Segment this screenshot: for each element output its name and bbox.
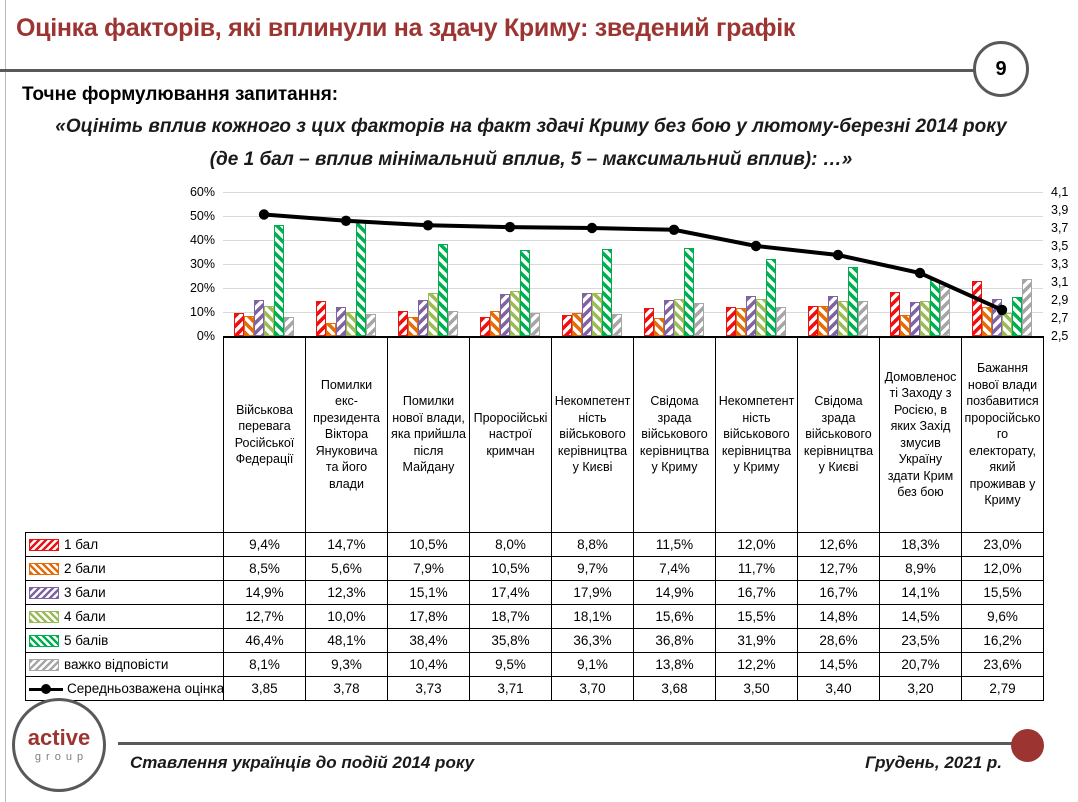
- value-cell: 15,5%: [962, 581, 1044, 605]
- value-cell: 48,1%: [306, 629, 388, 653]
- factor-header-cell: Помилки нової влади, яка прийшла після Майдану: [388, 337, 470, 533]
- value-cell: 17,4%: [470, 581, 552, 605]
- value-cell: 35,8%: [470, 629, 552, 653]
- legend-label: 4 бали: [64, 609, 106, 624]
- value-cell: 3,68: [634, 677, 716, 701]
- value-cell: 3,40: [798, 677, 880, 701]
- value-cell: 8,9%: [880, 557, 962, 581]
- value-cell: 10,5%: [470, 557, 552, 581]
- value-cell: 3,78: [306, 677, 388, 701]
- line-marker: [259, 209, 269, 219]
- value-cell: 20,7%: [880, 653, 962, 677]
- value-cell: 9,5%: [470, 653, 552, 677]
- value-cell: 14,1%: [880, 581, 962, 605]
- table-row: [26, 533, 1044, 557]
- value-cell: 15,5%: [716, 605, 798, 629]
- value-cell: 12,3%: [306, 581, 388, 605]
- value-cell: 16,7%: [798, 581, 880, 605]
- value-cell: 9,6%: [962, 605, 1044, 629]
- average-line: [264, 215, 1002, 310]
- line-marker: [751, 241, 761, 251]
- table-row: [26, 653, 1044, 677]
- value-cell: 14,5%: [880, 605, 962, 629]
- footer-divider: [118, 742, 1014, 745]
- legend-cell: [26, 629, 224, 653]
- table-row: [26, 629, 1044, 653]
- line-marker: [915, 268, 925, 278]
- value-cell: 9,4%: [224, 533, 306, 557]
- value-cell: 9,1%: [552, 653, 634, 677]
- footer-date: Грудень, 2021 р.: [865, 753, 1002, 772]
- value-cell: 12,0%: [962, 557, 1044, 581]
- left-axis-tick: 10%: [189, 305, 215, 319]
- factor-header-cell: Некомпетентність військового керівництва у Криму: [716, 337, 798, 533]
- left-axis-tick: 30%: [189, 257, 215, 271]
- left-axis-tick: 20%: [189, 281, 215, 295]
- active-group-logo: [12, 698, 106, 792]
- chart-plot-area: [223, 192, 1043, 338]
- right-axis-tick: 2,7: [1051, 311, 1069, 325]
- factor-header-cell: Домовленості Заходу з Росією, в яких Захід змусив Україну здати Крим без бою: [880, 337, 962, 533]
- value-cell: 7,4%: [634, 557, 716, 581]
- factors-table: [25, 336, 1044, 701]
- value-cell: 3,85: [224, 677, 306, 701]
- value-cell: 16,7%: [716, 581, 798, 605]
- value-cell: 12,7%: [224, 605, 306, 629]
- legend-swatch: [29, 563, 59, 575]
- right-axis-tick: 2,9: [1051, 293, 1069, 307]
- page-number: 9: [995, 57, 1007, 80]
- value-cell: 36,3%: [552, 629, 634, 653]
- right-axis-tick: 3,3: [1051, 257, 1069, 271]
- factor-header-cell: Бажання нової влади позбавитися проросійського електорату, який проживав у Криму: [962, 337, 1044, 533]
- value-cell: 11,5%: [634, 533, 716, 557]
- factor-header-cell: Проросійські настрої кримчан: [470, 337, 552, 533]
- value-cell: 18,7%: [470, 605, 552, 629]
- value-cell: 14,9%: [224, 581, 306, 605]
- legend-label: важко відповісти: [64, 657, 169, 672]
- question-text-line1: «Оцініть вплив кожного з цих факторів на факт здачі Криму без бою у лютому-березні 2014 року: [55, 116, 1007, 137]
- line-marker: [669, 225, 679, 235]
- legend-label: 1 бал: [64, 537, 99, 552]
- line-marker: [587, 223, 597, 233]
- value-cell: 23,6%: [962, 653, 1044, 677]
- legend-label: 2 бали: [64, 561, 106, 576]
- table-row: [26, 581, 1044, 605]
- value-cell: 15,1%: [388, 581, 470, 605]
- legend-cell: [26, 533, 224, 557]
- value-cell: 5,6%: [306, 557, 388, 581]
- right-axis-tick: 3,7: [1051, 221, 1069, 235]
- legend-swatch: [29, 611, 59, 623]
- footer-study-title: Ставлення українців до подій 2014 року: [130, 753, 475, 772]
- legend-swatch: [29, 635, 59, 647]
- legend-line-swatch: [29, 683, 63, 695]
- value-cell: 17,8%: [388, 605, 470, 629]
- value-cell: 12,2%: [716, 653, 798, 677]
- value-cell: 10,0%: [306, 605, 388, 629]
- question-text-line2: (де 1 бал – вплив мінімальний вплив, 5 – максимальний вплив): …»: [209, 149, 853, 170]
- line-marker: [341, 216, 351, 226]
- value-cell: 23,0%: [962, 533, 1044, 557]
- legend-swatch: [29, 659, 59, 671]
- table-header-row: [26, 337, 1044, 533]
- logo-text-active: active: [27, 725, 91, 750]
- value-cell: 8,8%: [552, 533, 634, 557]
- footer-red-dot: [1011, 729, 1044, 762]
- right-axis-tick: 3,5: [1051, 239, 1069, 253]
- page-number-badge: [973, 41, 1029, 97]
- table-row: [26, 677, 1044, 701]
- factor-header-cell: Свідома зрада військового керівництва у Києві: [798, 337, 880, 533]
- value-cell: 7,9%: [388, 557, 470, 581]
- value-cell: 14,8%: [798, 605, 880, 629]
- line-marker: [833, 250, 843, 260]
- left-axis-tick: 40%: [189, 233, 215, 247]
- value-cell: 36,8%: [634, 629, 716, 653]
- right-axis-tick: 2,5: [1051, 329, 1069, 343]
- value-cell: 8,5%: [224, 557, 306, 581]
- legend-swatch: [29, 539, 59, 551]
- legend-swatch: [29, 587, 59, 599]
- value-cell: 46,4%: [224, 629, 306, 653]
- average-line-layer: [223, 192, 1043, 336]
- line-marker: [997, 305, 1007, 315]
- value-cell: 3,50: [716, 677, 798, 701]
- value-cell: 11,7%: [716, 557, 798, 581]
- legend-label: Середньозважена оцінка: [67, 681, 225, 696]
- legend-cell: [26, 605, 224, 629]
- left-axis-tick: 0%: [196, 329, 215, 343]
- value-cell: 2,79: [962, 677, 1044, 701]
- slide-title: Оцінка факторів, які вплинули на здачу Криму: зведений графік: [16, 14, 796, 42]
- value-cell: 17,9%: [552, 581, 634, 605]
- value-cell: 9,3%: [306, 653, 388, 677]
- value-cell: 8,0%: [470, 533, 552, 557]
- value-cell: 10,5%: [388, 533, 470, 557]
- right-axis-tick: 3,9: [1051, 203, 1069, 217]
- factor-header-cell: Військова перевага Російської Федерації: [224, 337, 306, 533]
- value-cell: 8,1%: [224, 653, 306, 677]
- legend-cell: [26, 581, 224, 605]
- legend-cell: [26, 677, 224, 701]
- title-divider: [0, 69, 976, 72]
- value-cell: 14,5%: [798, 653, 880, 677]
- legend-cell: [26, 557, 224, 581]
- factor-header-cell: Некомпетентність військового керівництва у Києві: [552, 337, 634, 533]
- value-cell: 14,7%: [306, 533, 388, 557]
- value-cell: 14,9%: [634, 581, 716, 605]
- right-axis-tick: 4,1: [1051, 185, 1069, 199]
- factor-header-cell: Помилки екс-президента Віктора Януковича та його влади: [306, 337, 388, 533]
- value-cell: 13,8%: [634, 653, 716, 677]
- left-axis-tick: 60%: [189, 185, 215, 199]
- right-axis-tick: 3,1: [1051, 275, 1069, 289]
- value-cell: 31,9%: [716, 629, 798, 653]
- value-cell: 18,3%: [880, 533, 962, 557]
- question-label: Точне формулювання запитання:: [22, 84, 339, 105]
- table-corner-cell: [26, 337, 224, 533]
- left-axis-tick: 50%: [189, 209, 215, 223]
- value-cell: 28,6%: [798, 629, 880, 653]
- value-cell: 3,71: [470, 677, 552, 701]
- logo-text-group: group: [34, 751, 89, 763]
- value-cell: 15,6%: [634, 605, 716, 629]
- value-cell: 9,7%: [552, 557, 634, 581]
- value-cell: 10,4%: [388, 653, 470, 677]
- legend-cell: [26, 653, 224, 677]
- line-marker: [423, 220, 433, 230]
- value-cell: 12,7%: [798, 557, 880, 581]
- table-row: [26, 605, 1044, 629]
- value-cell: 3,70: [552, 677, 634, 701]
- value-cell: 16,2%: [962, 629, 1044, 653]
- value-cell: 3,73: [388, 677, 470, 701]
- legend-label: 5 балів: [64, 633, 109, 648]
- value-cell: 18,1%: [552, 605, 634, 629]
- value-cell: 23,5%: [880, 629, 962, 653]
- value-cell: 12,6%: [798, 533, 880, 557]
- factor-header-cell: Свідома зрада військового керівництва у Криму: [634, 337, 716, 533]
- value-cell: 3,20: [880, 677, 962, 701]
- line-marker: [505, 222, 515, 232]
- value-cell: 38,4%: [388, 629, 470, 653]
- value-cell: 12,0%: [716, 533, 798, 557]
- legend-label: 3 бали: [64, 585, 106, 600]
- table-row: [26, 557, 1044, 581]
